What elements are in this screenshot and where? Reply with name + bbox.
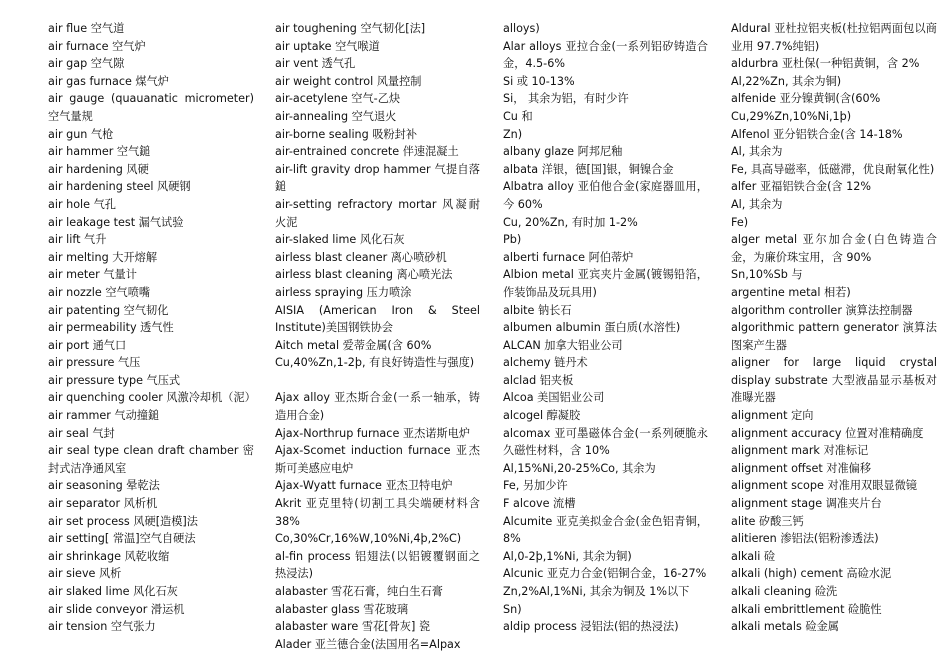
dictionary-entry: alloys) bbox=[503, 22, 540, 35]
dictionary-entry: Si 或 10-13% bbox=[503, 74, 575, 88]
dictionary-entry: air nozzle 空气喷嘴 bbox=[48, 285, 151, 299]
dictionary-entry: air gun 气枪 bbox=[48, 127, 114, 141]
dictionary-entry: Sn,10%Sb 与 bbox=[731, 268, 803, 282]
dictionary-entry: Aldural 亚杜拉铝夹板(杜拉铝两面包以商业用 97.7%纯铝) bbox=[731, 22, 937, 53]
dictionary-entry: air quenching cooler 风激冷却机（泥） bbox=[48, 391, 256, 405]
dictionary-entry: air sieve 风析 bbox=[48, 567, 122, 581]
dictionary-entry: Co,30%Cr,16%W,10%Ni,4þ,2%C) bbox=[275, 532, 462, 546]
dictionary-entry: alignment 定向 bbox=[731, 409, 814, 423]
dictionary-entry: Cu, 20%Zn, 有时加 1-2% bbox=[503, 215, 638, 229]
dictionary-entry: air slaked lime 风化石灰 bbox=[48, 585, 178, 598]
dictionary-entry: Zn,2%Al,1%Ni, 其余为铜及 1%以下 bbox=[503, 585, 690, 598]
dictionary-entry: air-lift gravity drop hammer 气提自落鎚 bbox=[275, 162, 480, 194]
dictionary-entry: alkali embrittlement 硷脆性 bbox=[731, 602, 882, 616]
dictionary-entry: Cu,29%Zn,10%Ni,1þ) bbox=[731, 109, 852, 123]
dictionary-entry: Alfenol 亚分铝铁合金(含 14-18% bbox=[731, 127, 903, 141]
dictionary-entry: alkali (high) cement 高硷水泥 bbox=[731, 567, 892, 581]
dictionary-entry: albata 洋银，德[国]银，铜镍合金 bbox=[503, 162, 674, 176]
dictionary-entry: air-annealing 空气退火 bbox=[275, 109, 397, 123]
dictionary-entry: air port 通气口 bbox=[48, 338, 127, 352]
dictionary-entry: alignment offset 对准偏移 bbox=[731, 461, 872, 475]
dictionary-entry: alcogel 醇凝胶 bbox=[503, 409, 581, 423]
dictionary-entry: alfer 亚福铝铁合金(含 12% bbox=[731, 180, 872, 194]
dictionary-entry: air hardening steel 风硬钢 bbox=[48, 180, 191, 194]
dictionary-entry: Aitch metal 爱蒂金属(含 60% bbox=[275, 338, 432, 352]
dictionary-entry: air permeability 透气性 bbox=[48, 321, 174, 335]
dictionary-entry: air seal 气封 bbox=[48, 426, 115, 440]
dictionary-entry: Al,22%Zn, 其余为铜) bbox=[731, 74, 842, 88]
dictionary-entry: air-acetylene 空气-乙炔 bbox=[275, 92, 401, 106]
dictionary-entry: aldurbra 亚杜保(一种铝黄铜，含 2% bbox=[731, 57, 920, 71]
dictionary-entry: algorithm controller 演算法控制器 bbox=[731, 303, 913, 317]
dictionary-entry: air hammer 空气鎚 bbox=[48, 145, 151, 159]
dictionary-entry: alabaster ware 雪花[骨灰] 瓷 bbox=[275, 620, 431, 634]
dictionary-entry: alignment stage 调准夹片台 bbox=[731, 497, 882, 511]
dictionary-entry: alitieren 渗铝法(铝粉渗透法) bbox=[731, 532, 879, 546]
dictionary-entry: air vent 透气孔 bbox=[275, 57, 356, 71]
dictionary-entry: Alcunic 亚克力合金(铝铜合金，16-27% bbox=[503, 567, 707, 581]
column-2 bbox=[275, 20, 480, 653]
dictionary-entry: albumen albumin 蛋白质(水溶性) bbox=[503, 321, 681, 335]
dictionary-entry bbox=[275, 372, 480, 390]
dictionary-entry: air leakage test 漏气试验 bbox=[48, 215, 184, 229]
dictionary-entry: Pb) bbox=[503, 233, 522, 247]
dictionary-entry: air shrinkage 风乾收缩 bbox=[48, 549, 170, 563]
dictionary-entry: alger metal 亚尔加合金(白色铸造合金，为廉价珠宝用，含 90% bbox=[731, 233, 937, 264]
dictionary-entry: air toughening 空气韧化[法] bbox=[275, 22, 426, 35]
dictionary-entry: F alcove 流槽 bbox=[503, 497, 576, 511]
dictionary-entry: Fe, 具高导磁率，低磁滞，优良耐氧化性) bbox=[731, 162, 935, 176]
dictionary-entry: Ajax-Scomet induction furnace 亚杰斯可美感应电炉 bbox=[275, 444, 480, 475]
dictionary-entry: Alar alloys 亚拉合金(一系列铝矽铸造合金，4.5-6% bbox=[503, 39, 708, 71]
dictionary-entry: air pressure type 气压式 bbox=[48, 373, 181, 387]
dictionary-entry: alchemy 链丹术 bbox=[503, 356, 588, 370]
dictionary-entry: Al,15%Ni,20-25%Co, 其余为 bbox=[503, 461, 656, 475]
dictionary-entry: alabaster glass 雪花玻璃 bbox=[275, 602, 409, 616]
dictionary-entry: Zn) bbox=[503, 127, 523, 141]
dictionary-entry: alkali cleaning 硷洗 bbox=[731, 585, 838, 598]
dictionary-entry: al-fin process 铝翅法(以铝镀覆钢面之热浸法) bbox=[275, 549, 480, 581]
dictionary-entry: air-setting refractory mortar 风凝耐火泥 bbox=[275, 197, 480, 229]
dictionary-entry: air setting[ 常温]空气自硬法 bbox=[48, 532, 196, 546]
dictionary-entry: air seasoning 晕乾法 bbox=[48, 479, 160, 493]
dictionary-entry: alignment mark 对准标记 bbox=[731, 444, 869, 458]
dictionary-entry: alberti furnace 阿伯蒂炉 bbox=[503, 250, 634, 264]
dictionary-entry: air-entrained concrete 伴速混凝土 bbox=[275, 145, 459, 159]
dictionary-entry: air rammer 气动撞鎚 bbox=[48, 409, 160, 423]
dictionary-entry: air patenting 空气韧化 bbox=[48, 303, 169, 317]
dictionary-entry: air seal type clean draft chamber 密封式洁净通风室 bbox=[48, 444, 254, 475]
dictionary-entry: air separator 风析机 bbox=[48, 497, 158, 511]
dictionary-entry: Cu 和 bbox=[503, 109, 533, 123]
dictionary-entry: air gap 空气隙 bbox=[48, 57, 125, 71]
dictionary-entry: air lift 气升 bbox=[48, 233, 107, 247]
dictionary-entry: Albion metal 亚宾夹片金属(镀锡铅箔，作装饰品及玩具用) bbox=[503, 268, 708, 299]
dictionary-entry: air pressure 气压 bbox=[48, 356, 141, 370]
dictionary-entry: Sn) bbox=[503, 602, 522, 616]
dictionary-entry: AISIA (American Iron & Steel Institute)美国钢铁协会 bbox=[275, 303, 480, 335]
dictionary-entry: Fe) bbox=[731, 215, 749, 229]
dictionary-entry: air-borne sealing 吸粉封补 bbox=[275, 127, 418, 141]
dictionary-entry: Al, 其余为 bbox=[731, 145, 783, 159]
dictionary-entry: airless spraying 压力喷涂 bbox=[275, 285, 412, 299]
dictionary-entry: alignment accuracy 位置对准精确度 bbox=[731, 426, 924, 440]
dictionary-entry: Akrit 亚克里特(切割工具尖端硬材料含 38% bbox=[275, 497, 480, 528]
dictionary-entry: alite 矽酸三钙 bbox=[731, 514, 804, 528]
dictionary-entry: Alcumite 亚克美拟金合金(金色铝青铜，8% bbox=[503, 514, 708, 546]
dictionary-entry: Al,0-2þ,1%Ni, 其余为铜) bbox=[503, 549, 632, 563]
dictionary-entry: aligner for large liquid crystal display substrate 大型液晶显示基板对准曝光器 bbox=[731, 356, 937, 405]
dictionary-entry: air slide conveyor 滑运机 bbox=[48, 602, 185, 616]
dictionary-entry: air melting 大开熔解 bbox=[48, 250, 158, 264]
dictionary-entry: air flue 空气道 bbox=[48, 22, 125, 35]
dictionary-entry: algorithmic pattern generator 演算法图案产生器 bbox=[731, 321, 937, 352]
dictionary-entry: airless blast cleaner 离心喷砂机 bbox=[275, 250, 447, 264]
dictionary-entry: air gas furnace 煤气炉 bbox=[48, 74, 169, 88]
dictionary-entry: air meter 气量计 bbox=[48, 268, 137, 282]
dictionary-entry: air uptake 空气喉道 bbox=[275, 39, 380, 53]
dictionary-entry: alignment scope 对准用双眼显微镜 bbox=[731, 479, 917, 493]
dictionary-entry: Ajax-Wyatt furnace 亚杰卫特电炉 bbox=[275, 479, 453, 493]
column-4 bbox=[731, 20, 937, 636]
column-1 bbox=[48, 20, 254, 636]
dictionary-entry: Ajax alloy 亚杰斯合金(一系一轴承，铸造用合金) bbox=[275, 391, 480, 423]
dictionary-entry: Alader 亚兰德合金(法国用名=Alpax bbox=[275, 637, 461, 651]
dictionary-entry: Si， 其余为铝，有时少许 bbox=[503, 92, 629, 106]
dictionary-entry: alkali 硷 bbox=[731, 549, 776, 563]
dictionary-entry: air tension 空气张力 bbox=[48, 620, 156, 634]
dictionary-entry: albite 钠长石 bbox=[503, 303, 572, 317]
dictionary-entry: ALCAN 加拿大铝业公司 bbox=[503, 338, 623, 352]
dictionary-entry: Al, 其余为 bbox=[731, 197, 783, 211]
dictionary-entry: Fe, 另加少许 bbox=[503, 479, 568, 493]
dictionary-entry: aldip process 浸铝法(铝的热浸法) bbox=[503, 620, 679, 634]
dictionary-entry: Cu,40%Zn,1-2þ, 有良好铸造性与强度) bbox=[275, 356, 475, 370]
dictionary-entry: air gauge (quauanatic micrometer) 空气量规 bbox=[48, 92, 254, 123]
column-3 bbox=[503, 20, 708, 636]
dictionary-entry: air hole 气孔 bbox=[48, 197, 116, 211]
dictionary-entry: air set process 风硬[造模]法 bbox=[48, 514, 198, 528]
dictionary-entry: air hardening 风硬 bbox=[48, 162, 149, 176]
dictionary-entry: Alcoa 美国铝业公司 bbox=[503, 391, 605, 405]
dictionary-entry: alclad 铝夹板 bbox=[503, 373, 574, 387]
dictionary-entry: alcomax 亚可墨磁体合金(一系列硬脆永久磁性材料，含 10% bbox=[503, 426, 708, 458]
dictionary-entry: albany glaze 阿邦尼釉 bbox=[503, 145, 623, 159]
dictionary-entry: alfenide 亚分镍黄铜(含(60% bbox=[731, 92, 881, 106]
dictionary-entry: air weight control 风量控制 bbox=[275, 74, 422, 88]
dictionary-entry: air furnace 空气炉 bbox=[48, 39, 146, 53]
dictionary-entry: alabaster 雪花石膏，纯白生石膏 bbox=[275, 585, 443, 598]
dictionary-entry: argentine metal 相若) bbox=[731, 285, 851, 299]
dictionary-entry: airless blast cleaning 离心喷光法 bbox=[275, 268, 453, 282]
dictionary-entry: Ajax-Northrup furnace 亚杰诺斯电炉 bbox=[275, 426, 471, 440]
dictionary-entry: Albatra alloy 亚伯他合金(家庭器皿用，今 60% bbox=[503, 180, 708, 211]
dictionary-entry: air-slaked lime 风化石灰 bbox=[275, 233, 405, 247]
dictionary-entry: alkali metals 硷金属 bbox=[731, 620, 839, 634]
